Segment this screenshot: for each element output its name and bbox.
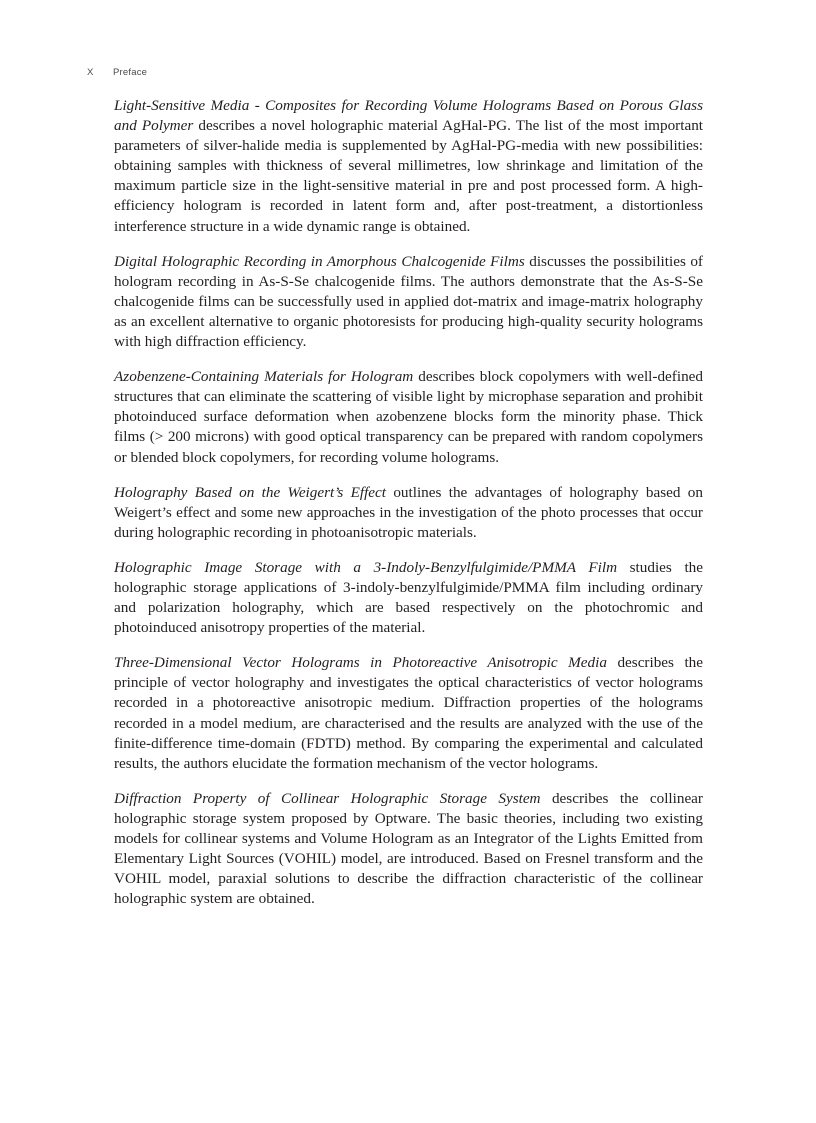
chapter-title-italic: Diffraction Property of Collinear Holographic Storage System	[114, 789, 541, 807]
paragraph-body-text: describes block copolymers with well-defined structures that can eliminate the scattering of visible light by microphase separation and prohibit photoinduced surface deformation when azobenzene blocks form the minority phase. Thick films (> 200 microns) with good optical transparency can be prepared with random copolymers or blended block copolymers, for recording volume holograms.	[114, 368, 704, 466]
running-head-title: Preface	[113, 67, 148, 78]
paragraph-holographic-image-storage	[114, 558, 703, 638]
chapter-title-italic: Three-Dimensional Vector Holograms in Photoreactive Anisotropic Media	[114, 654, 607, 672]
paragraph-body-text: outlines the advantages of holography based on Weigert’s effect and some new approaches in the investigation of the photo processes that occur during holographic recording in photoanisotropic materials.	[114, 483, 703, 541]
page-folio: X	[87, 67, 94, 78]
chapter-title-italic: Digital Holographic Recording in Amorphous Chalcogenide Films	[114, 252, 525, 270]
paragraph-holography-weigert-effect	[114, 483, 703, 543]
paragraph-body-text: studies the holographic storage applications of 3-indoly-benzylfulgimide/PMMA film including ordinary and polarization holography, which are based respectively on the photochromic and photoinduced anisotropy properties of the material.	[114, 558, 703, 637]
paragraph-body-text: describes the principle of vector holography and investigates the optical characteristics of vector holograms recorded in a photoreactive anisotropic medium. Diffraction properties of the holograms recorded in a model medium, are characterised and the results are analyzed with the use of the finite-difference time-domain (FDTD) method. By comparing the experimental and calculated results, the authors elucidate the formation mechanism of the vector holograms.	[114, 654, 704, 772]
paragraph-body-text: describes the collinear holographic storage system proposed by Optware. The basic theories, including two existing models for collinear systems and Volume Hologram as an Integrator of the Lights Emitted from Elementary Light Sources (VOHIL) model, are introduced. Based on Fresnel transform and the VOHIL model, paraxial solutions to describe the diffraction characteristic of the collinear holographic system are obtained.	[114, 789, 703, 908]
chapter-title-italic: Holographic Image Storage with a 3-Indoly-Benzylfulgimide/PMMA Film	[114, 558, 618, 576]
chapter-title-italic: Azobenzene-Containing Materials for Hologram	[114, 368, 414, 386]
paragraph-digital-holographic-recording	[114, 252, 703, 352]
body-text-column	[114, 96, 703, 909]
paragraph-diffraction-property-collinear	[114, 789, 703, 910]
paragraph-three-dimensional-vector-holograms	[114, 653, 703, 774]
paragraph-azobenzene-containing-materials	[114, 367, 703, 467]
running-head	[87, 67, 707, 78]
chapter-title-italic: Light-Sensitive Media - Composites for Recording Volume Holograms Based on Porous Glass and Polymer	[114, 97, 703, 135]
paragraph-body-text: discusses the possibilities of hologram recording in As-S-Se chalcogenide films. The authors demonstrate that the As-S-Se chalcogenide films can be successfully used in applied dot-matrix and image-matrix holography as an excellent alternative to organic photoresists for producing high-quality security holograms with high diffraction efficiency.	[114, 252, 703, 351]
chapter-title-italic: Holography Based on the Weigert’s Effect	[114, 483, 386, 501]
paragraph-body-text: describes a novel holographic material AgHal-PG. The list of the most important parameters of silver-halide media is supplemented by AgHal-PG-media with new possibilities: obtaining samples with thickness of several millimetres, low shrinkage and limitation of the maximum particle size in the light-sensitive material in pre and post processed form. A high-efficiency hologram is recorded in latent form and, after post-treatment, a distortionless interference structure in a wide dynamic range is obtained.	[114, 117, 704, 235]
paragraph-light-sensitive-media	[114, 96, 703, 237]
